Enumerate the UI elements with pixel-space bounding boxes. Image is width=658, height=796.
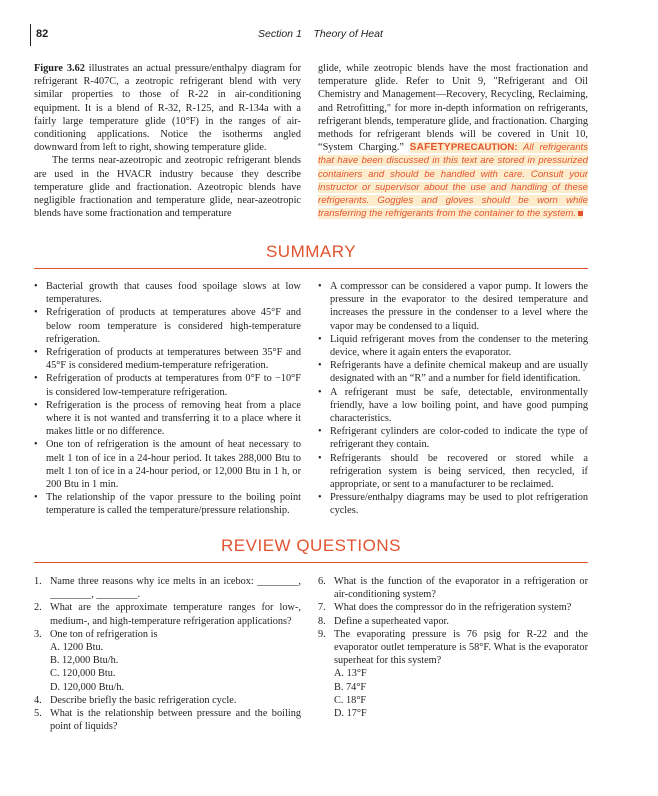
summary-bullet: • Refrigeration of products at temperatures from 0°F to −10°F is considered low-temperature refrigeration.	[34, 372, 301, 398]
review-heading	[34, 536, 588, 566]
safety-precaution	[318, 142, 588, 219]
question-4	[34, 694, 301, 707]
summary-bullet: • A refrigerant must be safe, detectable, environmentally friendly, have a low boiling point, and have good pumping characteristics.	[318, 386, 588, 426]
question-text: What are the approximate temperature ranges for low-, medium-, and high-temperature refrigeration applications?	[50, 602, 301, 627]
question-3	[34, 628, 301, 641]
summary-bullet: • Refrigerants have a definite chemical makeup and are usually designated with an “R” and a number for field identification.	[318, 359, 588, 385]
summary-bullet: • Refrigeration of products at temperatures between 35°F and 45°F is considered medium-temperature refrigeration.	[34, 346, 301, 372]
question-number: 1.	[34, 576, 42, 587]
question-text: What is the relationship between pressure and the boiling point of liquids?	[50, 708, 301, 733]
end-square-icon	[578, 211, 583, 216]
answer-option: B. 12,000 Btu/h.	[50, 655, 119, 667]
question-text: One ton of refrigeration is	[50, 628, 158, 640]
intro-paragraph-2: The terms near-azeotropic and zeotropic refrigerant blends are used in the HVACR industry because they describe temperature glide and fractionation. Azeotropic blends have negligible fractionation and temperature glide, near-azeotropic blends have some fractionation and temperature	[34, 155, 301, 220]
summary-right-column	[318, 280, 588, 518]
question-number: 4.	[34, 694, 42, 706]
page-number: 82	[36, 28, 49, 40]
review-right-column	[318, 575, 588, 720]
summary-bullet: • Liquid refrigerant moves from the condenser to the metering device, where it again enters the evaporator.	[318, 333, 588, 359]
question-text: Name three reasons why ice melts in an icebox: ________, ________, ________.	[50, 576, 301, 601]
summary-left-column	[34, 280, 301, 518]
summary-title: SUMMARY	[265, 242, 357, 261]
question-text: The evaporating pressure is 76 psig for R-22 and the evaporator outlet temperature is 58°F. What is the evaporator superheat for this system?	[334, 628, 588, 667]
figure-reference: Figure 3.62	[34, 63, 85, 74]
question-9	[318, 628, 588, 668]
intro-paragraph-3-text: glide, while zeotropic blends have the most fractionation and temperature glide. Refer to Unit 9, "Refrigerant and Oil Chemistry and Management—Recovery, Recycling, Reclaiming, and Retrofitting," for more in-depth information on refrigerants, refrigerant blends, temperature glide, and fractionation. Charging methods for refrigerant blends will be covered in Unit 10, “System Charging.”	[318, 63, 588, 154]
intro-paragraph-1-text: illustrates an actual pressure/enthalpy diagram for refrigerant R-407C, a zeotropic refrigerant blend with very similar properties to those of R-22 in air-conditioning equipment. It is a blend of R-32, R-125, and R-134a with a fairly large temperature glide (10°F) in the ranges of air-conditioning applications. Notice the isotherms angled downward from left to right, showing temperature glide.	[34, 63, 301, 154]
answer-option: C. 18°F	[334, 694, 367, 706]
answer-option: D. 120,000 Btu/h.	[50, 681, 125, 693]
summary-rule	[34, 268, 588, 269]
question-number: 8.	[318, 615, 326, 627]
question-7	[318, 601, 588, 614]
summary-bullet: • Refrigeration of products at temperatures above 45°F and below room temperature is considered high-temperature refrigeration.	[34, 306, 301, 346]
question-6	[318, 575, 588, 601]
question-8	[318, 615, 588, 628]
answer-option: A. 1200 Btu.	[50, 642, 104, 654]
intro-paragraph-1	[34, 62, 301, 154]
summary-heading	[34, 242, 588, 272]
review-rule	[34, 562, 588, 563]
question-number: 3.	[34, 628, 42, 640]
answer-option: D. 17°F	[334, 708, 367, 720]
answer-option: B. 74°F	[334, 681, 367, 693]
question-1	[34, 575, 301, 601]
question-text: Define a superheated vapor.	[334, 615, 449, 627]
summary-bullet: • Bacterial growth that causes food spoilage slows at low temperatures.	[34, 280, 301, 306]
answer-option: A. 13°F	[334, 668, 367, 680]
intro-right-column	[318, 62, 588, 220]
summary-bullet: • Pressure/enthalpy diagrams may be used to plot refrigeration cycles.	[318, 491, 588, 517]
summary-bullet: • Refrigerants should be recovered or stored while a refrigeration system is being serviced, then recycled, if appropriate, or sent to a manufacturer to be reclaimed.	[318, 452, 588, 492]
answer-option: C. 120,000 Btu.	[50, 668, 116, 680]
summary-bullet: • One ton of refrigeration is the amount of heat necessary to melt 1 ton of ice in a 24-hour period. It takes 288,000 Btu to melt 1 ton of ice in a 24-hour period, or 12,000 Btu in 1 h, or 200 Btu in 1 min.	[34, 438, 301, 491]
question-2	[34, 601, 301, 627]
question-number: 5.	[34, 708, 42, 720]
header-rule	[30, 24, 31, 46]
precaution-label: PRECAUTION:	[450, 142, 518, 154]
section-title: Section 1 Theory of Heat	[258, 28, 383, 40]
precaution-text: All refrigerants that have been discussed in this text are stored in pressurized containers and should be handled with care. Consult your instructor or supervisor about the use and handling of these refrigerants. Goggles and gloves should be worn while transferring the refrigerants from the container to the system.	[318, 142, 588, 220]
review-left-column	[34, 575, 301, 733]
review-title: REVIEW QUESTIONS	[221, 536, 401, 555]
page-header	[30, 28, 630, 42]
intro-paragraph-3	[318, 62, 588, 220]
question-number: 7.	[318, 602, 326, 614]
safety-label: SAFETY	[409, 142, 451, 154]
question-number: 2.	[34, 602, 42, 614]
question-5	[34, 707, 301, 733]
summary-bullet: • Refrigerant cylinders are color-coded to indicate the type of refrigerant they contain.	[318, 425, 588, 451]
question-text: What is the function of the evaporator in a refrigeration or air-conditioning system?	[334, 576, 588, 601]
question-text: What does the compressor do in the refrigeration system?	[334, 602, 572, 614]
question-text: Describe briefly the basic refrigeration cycle.	[50, 694, 237, 706]
question-number: 9.	[318, 628, 326, 640]
intro-left-column	[34, 62, 301, 220]
summary-bullet: • Refrigeration is the process of removing heat from a place where it is not wanted and transferring it to a place where it makes little or no difference.	[34, 399, 301, 439]
summary-bullet: • The relationship of the vapor pressure to the boiling point temperature is called the temperature/pressure relationship.	[34, 491, 301, 517]
question-number: 6.	[318, 576, 326, 587]
summary-bullet: • A compressor can be considered a vapor pump. It lowers the pressure in the evaporator to the desired temperature and increases the pressure in the condenser to a level where the vapor may be condensed to a liquid.	[318, 280, 588, 333]
